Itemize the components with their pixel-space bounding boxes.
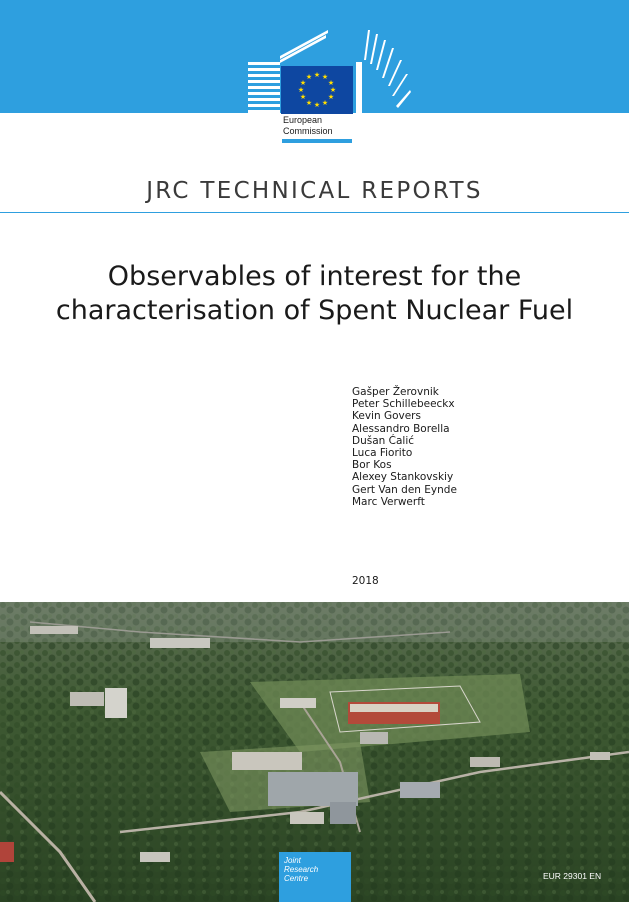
jrc-logo-text: Joint Research Centre xyxy=(284,856,319,883)
author-name: Marc Verwerft xyxy=(352,495,425,508)
author-name: Kevin Govers xyxy=(352,410,421,423)
svg-text:★: ★ xyxy=(313,71,321,79)
svg-text:★: ★ xyxy=(297,86,305,94)
author-name: Gašper Žerovnik xyxy=(352,386,439,398)
series-rule xyxy=(0,212,629,213)
author-name: Alexey Stankovskiy xyxy=(352,471,454,484)
organisation-name: European Commission xyxy=(283,115,333,136)
svg-text:★: ★ xyxy=(329,86,337,94)
eur-number: EUR 29301 EN xyxy=(543,871,602,881)
svg-text:★: ★ xyxy=(305,73,313,81)
jrc-logo-box xyxy=(279,852,351,902)
organisation-underline xyxy=(282,139,352,143)
author-name: Bor Kos xyxy=(352,459,392,472)
report-title-line: Observables of interest for the xyxy=(107,261,522,292)
author-name: Peter Schillebeeckx xyxy=(352,398,455,411)
svg-text:★: ★ xyxy=(299,79,307,87)
publication-year: 2018 xyxy=(352,575,379,587)
svg-text:★: ★ xyxy=(305,99,313,107)
european-commission-logo xyxy=(246,30,411,148)
svg-text:★: ★ xyxy=(321,73,329,81)
report-title-line: characterisation of Spent Nuclear Fuel xyxy=(55,295,574,326)
author-name: Dušan Ćalić xyxy=(352,434,415,447)
author-name: Gert Van den Eynde xyxy=(352,483,457,496)
author-name: Alessandro Borella xyxy=(352,422,450,435)
author-list xyxy=(352,386,457,508)
series-title: JRC TECHNICAL REPORTS xyxy=(146,178,483,204)
svg-text:★: ★ xyxy=(299,93,307,101)
svg-text:★: ★ xyxy=(327,79,335,87)
svg-text:★: ★ xyxy=(313,101,321,109)
svg-text:★: ★ xyxy=(327,93,335,101)
svg-text:★: ★ xyxy=(321,99,329,107)
report-title xyxy=(0,260,629,328)
author-name: Luca Fiorito xyxy=(352,447,413,460)
